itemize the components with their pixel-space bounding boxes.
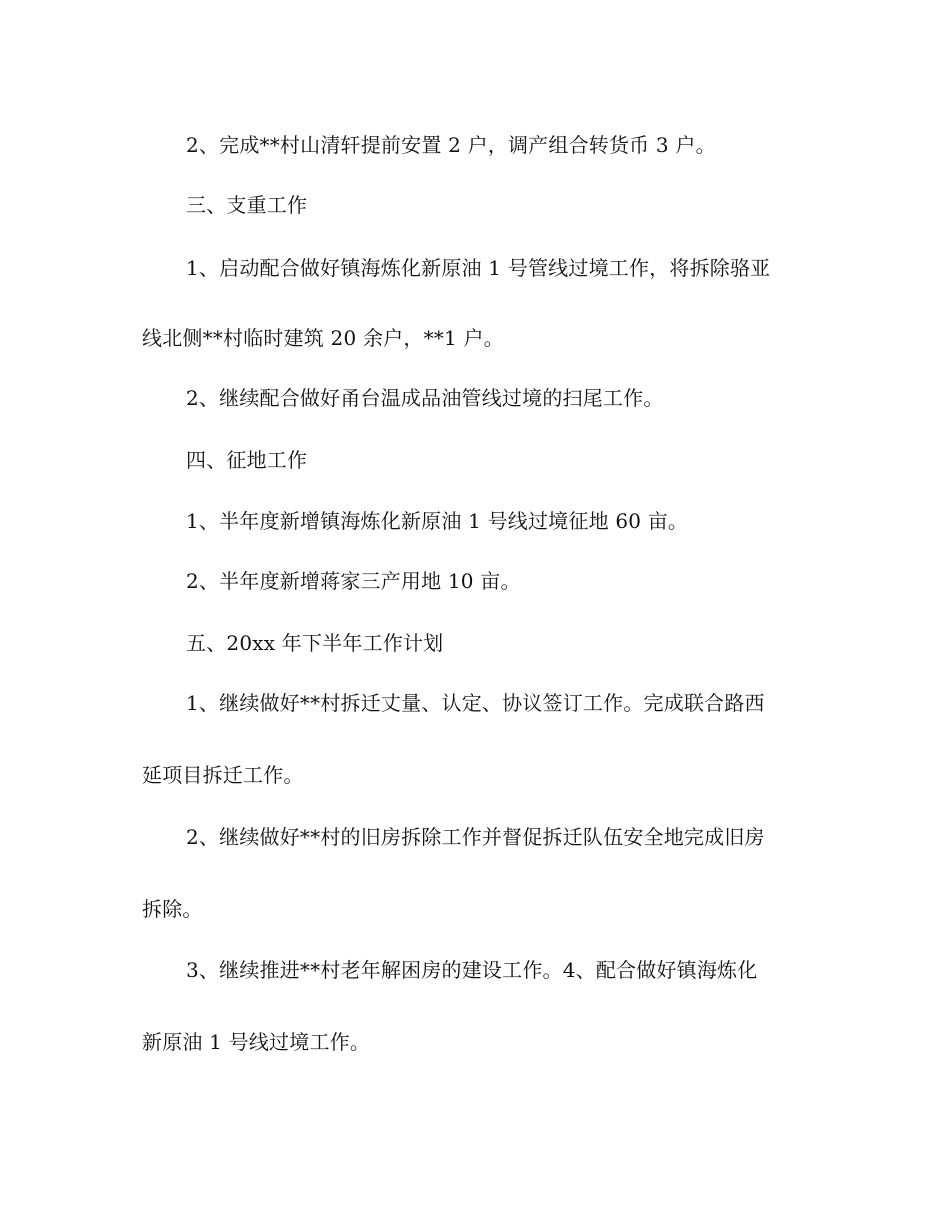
text-line-5: 2、继续配合做好甬台温成品油管线过境的扫尾工作。: [186, 386, 664, 410]
text-line-8: 2、半年度新增蒋家三产用地 10 亩。: [186, 569, 521, 593]
text-line-4: 线北侧**村临时建筑 20 余户，**1 户。: [142, 326, 504, 350]
text-line-14: 3、继续推进**村老年解困房的建设工作。4、配合做好镇海炼化: [186, 958, 758, 982]
text-line-3: 1、启动配合做好镇海炼化新原油 1 号管线过境工作，将拆除骆亚: [186, 256, 771, 280]
text-line-7: 1、半年度新增镇海炼化新原油 1 号线过境征地 60 亩。: [186, 509, 689, 533]
text-line-15: 新原油 1 号线过境工作。: [142, 1030, 371, 1054]
text-line-12: 2、继续做好**村的旧房拆除工作并督促拆迁队伍安全地完成旧房: [186, 825, 765, 849]
text-line-13: 拆除。: [142, 897, 203, 921]
text-line-10: 1、继续做好**村拆迁丈量、认定、协议签订工作。完成联合路西: [186, 691, 765, 715]
section-heading-5: 五、20xx 年下半年工作计划: [186, 631, 444, 655]
section-heading-4: 四、征地工作: [186, 448, 308, 472]
text-line-11: 延项目拆迁工作。: [142, 763, 304, 787]
text-line-1: 2、完成**村山清轩提前安置 2 户，调产组合转货币 3 户。: [186, 133, 716, 157]
section-heading-3: 三、支重工作: [186, 193, 308, 217]
